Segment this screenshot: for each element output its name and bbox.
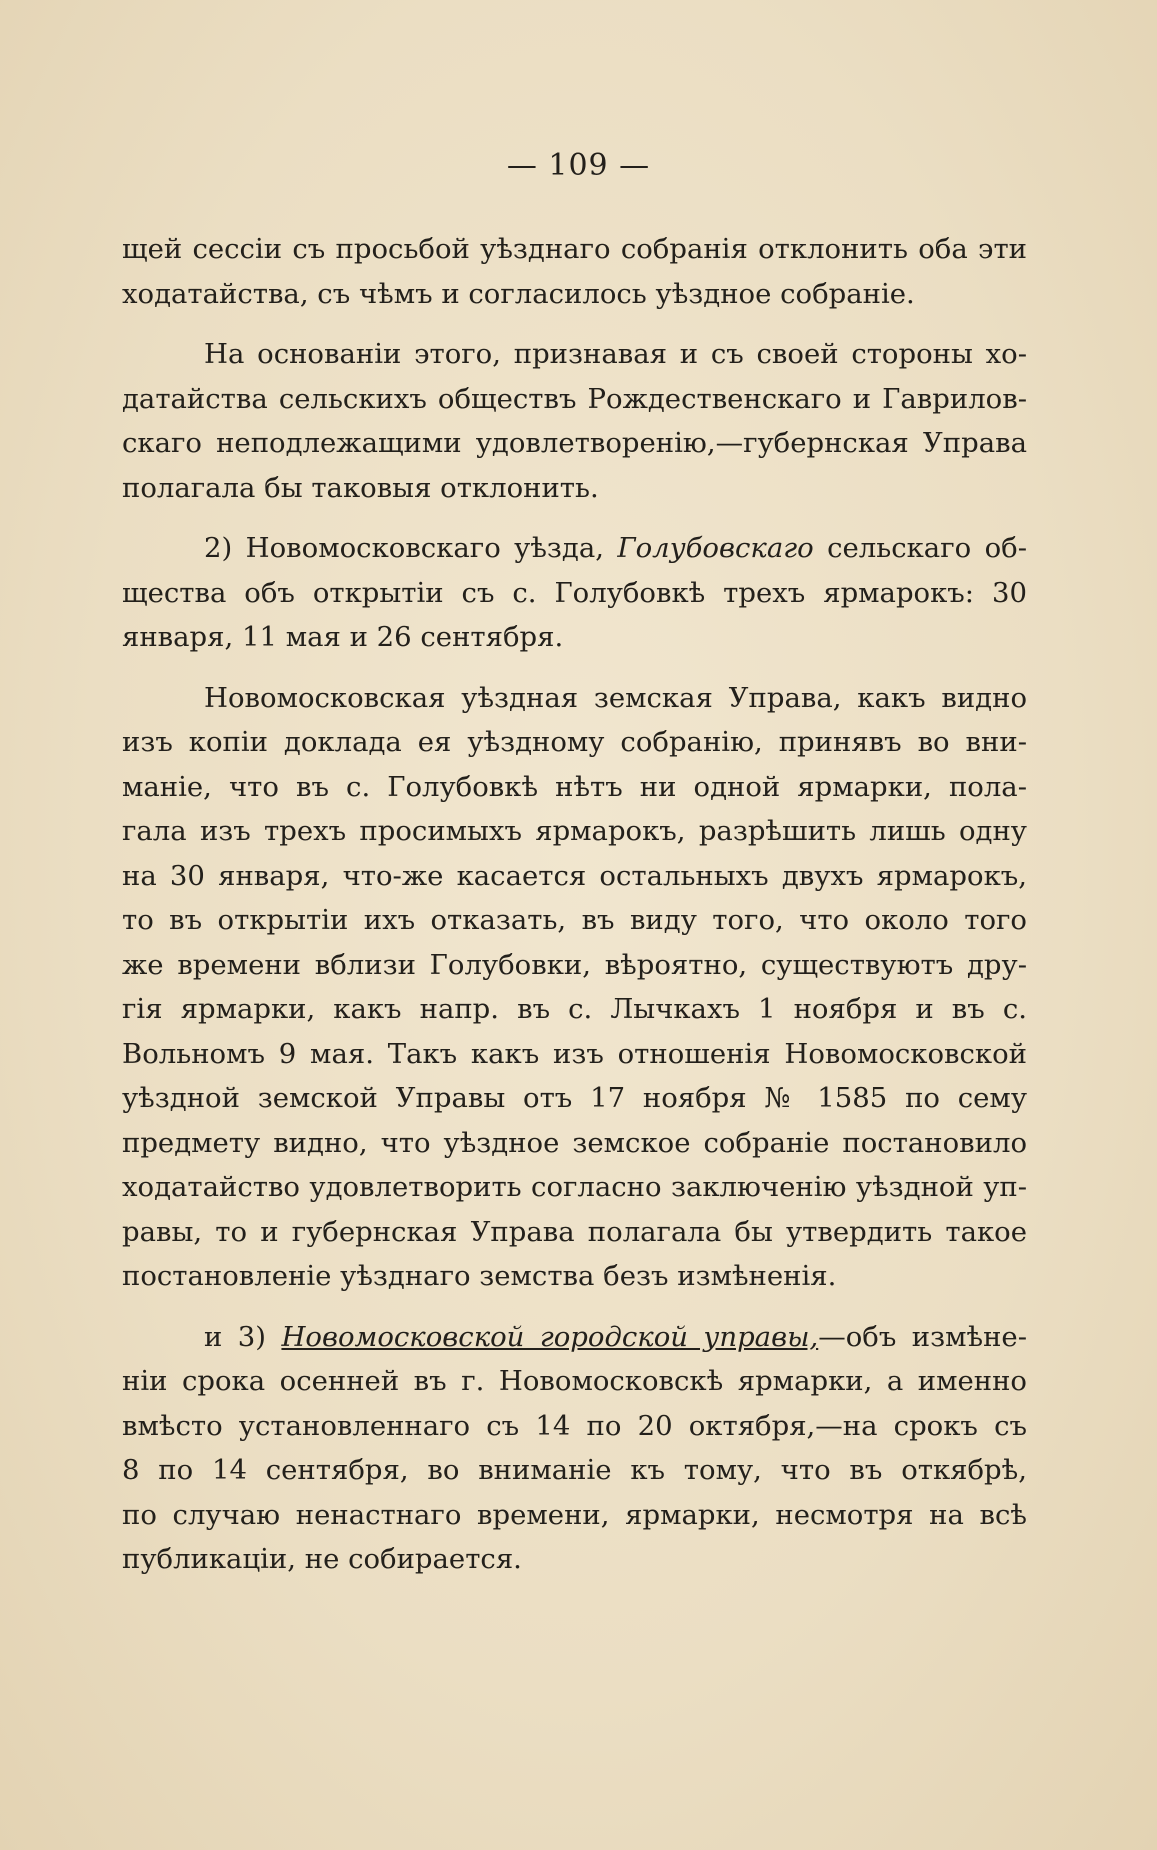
text-line: гія ярмарки, какъ напр. въ с. Лычкахъ 1 ноября и въ с. (122, 993, 1027, 1025)
text-line: гала изъ трехъ просимыхъ ярмарокъ, разрѣшить лишь одну (122, 815, 1027, 847)
text-line: ходатайства, съ чѣмъ и согласилось уѣздное собраніе. (122, 277, 915, 310)
text-line: то въ открытіи ихъ отказать, въ виду того, что около того (122, 904, 1027, 936)
paragraph-2 (122, 332, 1027, 510)
text-line: же времени вблизи Голубовки, вѣроятно, существуютъ дру- (122, 948, 1027, 981)
paragraph-5 (122, 1315, 1027, 1582)
text-line: по случаю ненастнаго времени, ярмарки, несмотря на всѣ (122, 1498, 1027, 1531)
text-line: датайства сельскихъ обществъ Рождественскаго и Гаврилов- (122, 382, 1027, 415)
paragraph-4 (122, 676, 1027, 1299)
text-line: постановленіе уѣзднаго земства безъ измѣненія. (122, 1260, 837, 1292)
text-line: Вольномъ 9 мая. Такъ какъ изъ отношенія Новомосковской (122, 1037, 1027, 1070)
text-line: 8 по 14 сентября, во вниманіе къ тому, что въ откябрѣ, (122, 1454, 1027, 1486)
text-line: равы, то и губернская Управа полагала бы утвердить такое (122, 1215, 1027, 1248)
text-line: публикаціи, не собирается. (122, 1543, 522, 1575)
text-line: изъ копіи доклада ея уѣздному собранію, принявъ во вни- (122, 726, 1027, 758)
text-line: щей сессіи съ просьбой уѣзднаго собранія отклонить оба эти (122, 233, 1027, 265)
body-text (122, 227, 1027, 1582)
text-line: щества объ открытіи съ с. Голубовкѣ трехъ ярмарокъ: 30 (122, 576, 1027, 609)
text-line: вмѣсто установленнаго съ 14 по 20 октября,—на срокъ съ (122, 1409, 1027, 1442)
text-run: —объ измѣне- (818, 1320, 1027, 1353)
text-run: 2) Новомосковскаго уѣзда, (204, 532, 618, 564)
text-line: скаго неподлежащими удовлетворенію,—губернская Управа (122, 427, 1027, 459)
page-number: — 109 — (506, 148, 651, 183)
text-line: полагала бы таковыя отклонить. (122, 471, 599, 504)
text-line: на 30 января, что-же касается остальныхъ двухъ ярмарокъ, (122, 859, 1027, 892)
text-line: уѣздной земской Управы отъ 17 ноября № 1585 по сему (122, 1082, 1027, 1114)
text-line: Новомосковская уѣздная земская Управа, какъ видно (204, 681, 1027, 714)
text-line: маніе, что въ с. Голубовкѣ нѣтъ ни одной ярмарки, пола- (122, 770, 1027, 803)
paragraph-3 (122, 526, 1027, 660)
text-run: и 3) (204, 1320, 282, 1353)
text-line: ніи срока осенней въ г. Новомосковскѣ ярмарки, а именно (122, 1365, 1027, 1397)
text-line: На основаніи этого, признавая и съ своей стороны хо- (204, 338, 1027, 370)
text-line: ходатайство удовлетворить согласно заключенію уѣздной уп- (122, 1171, 1027, 1203)
text-line (122, 526, 1027, 571)
italic-name: Голубовскаго (617, 532, 814, 564)
text-run: сельскаго об- (813, 532, 1027, 564)
text-line: предмету видно, что уѣздное земское собраніе постановило (122, 1126, 1027, 1159)
paragraph-1 (122, 227, 1027, 316)
text-line (122, 1315, 1027, 1360)
text-line: января, 11 мая и 26 сентября. (122, 621, 564, 653)
italic-name: Новомосковской городской управы, (281, 1320, 819, 1353)
